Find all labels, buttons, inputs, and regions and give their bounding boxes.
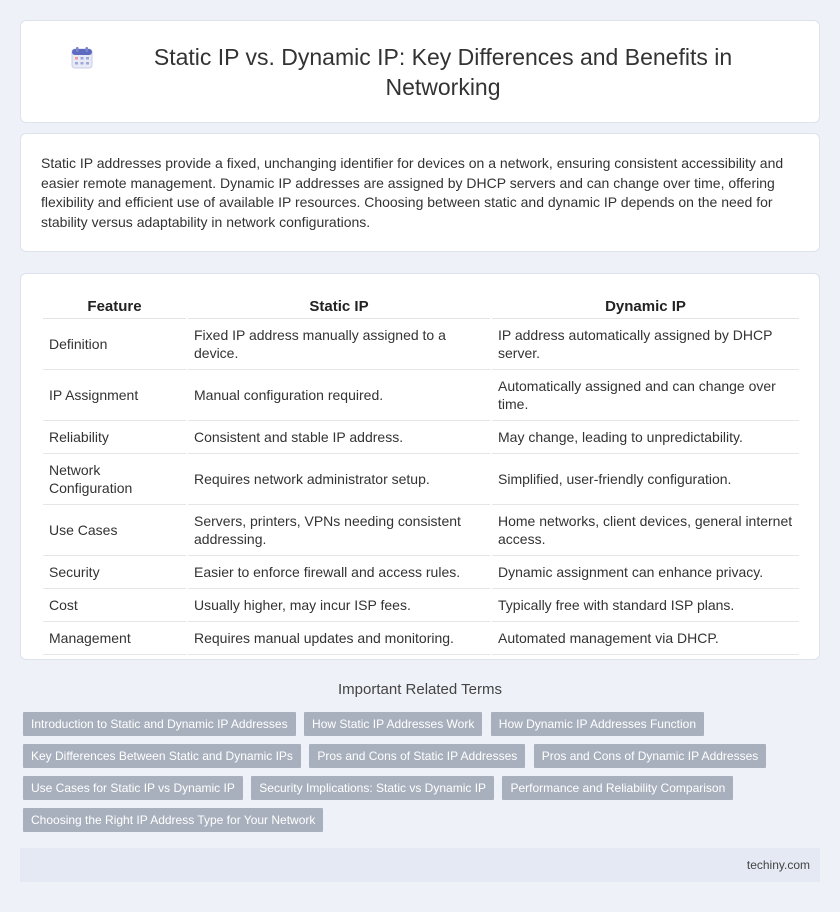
related-term-tag[interactable]: How Static IP Addresses Work — [304, 712, 482, 736]
dynamic-ip-cell: Home networks, client devices, general internet access. — [491, 505, 799, 556]
column-header-dynamic-ip: Dynamic IP — [491, 292, 799, 319]
dynamic-ip-cell: Automated management via DHCP. — [491, 622, 799, 655]
related-term-tag[interactable]: Use Cases for Static IP vs Dynamic IP — [23, 776, 243, 800]
related-term-tag[interactable]: Performance and Reliability Comparison — [502, 776, 733, 800]
related-term-tag[interactable]: Pros and Cons of Dynamic IP Addresses — [534, 744, 767, 768]
table-row — [43, 589, 799, 622]
static-ip-cell: Consistent and stable IP address. — [187, 421, 491, 454]
intro-card — [20, 133, 820, 252]
static-ip-cell: Fixed IP address manually assigned to a device. — [187, 319, 491, 370]
intro-text: Static IP addresses provide a fixed, unchanging identifier for devices on a network, ensuring consistent accessibility and easier remote management. Dynamic IP addresses are assigned by DHCP servers and can change over time, offering flexibility and efficient use of available IP resources. Choosing between static and dynamic IP depends on the need for stability versus adaptability in network configurations. — [41, 155, 784, 230]
related-terms-list — [23, 712, 823, 840]
static-ip-cell: Manual configuration required. — [187, 370, 491, 421]
related-term-tag[interactable]: Introduction to Static and Dynamic IP Addresses — [23, 712, 296, 736]
dynamic-ip-cell: Typically free with standard ISP plans. — [491, 589, 799, 622]
calendar-icon — [70, 46, 94, 70]
feature-cell: Network Configuration — [43, 454, 187, 505]
comparison-table — [43, 292, 799, 655]
footer-site-name: techiny.com — [746, 858, 810, 872]
page-title: Static IP vs. Dynamic IP: Key Differences and Benefits in Networking — [153, 43, 733, 100]
comparison-card — [20, 273, 820, 660]
related-term-tag[interactable]: How Dynamic IP Addresses Function — [491, 712, 704, 736]
feature-cell: Definition — [43, 319, 187, 370]
feature-cell: Security — [43, 556, 187, 589]
table-header-row — [43, 292, 799, 319]
table-row — [43, 505, 799, 556]
feature-cell: Cost — [43, 589, 187, 622]
table-row — [43, 370, 799, 421]
column-header-static-ip: Static IP — [187, 292, 491, 319]
related-term-tag[interactable]: Key Differences Between Static and Dynamic IPs — [23, 744, 301, 768]
static-ip-cell: Servers, printers, VPNs needing consistent addressing. — [187, 505, 491, 556]
related-term-tag[interactable]: Pros and Cons of Static IP Addresses — [309, 744, 525, 768]
static-ip-cell: Requires network administrator setup. — [187, 454, 491, 505]
related-term-tag[interactable]: Security Implications: Static vs Dynamic IP — [251, 776, 494, 800]
dynamic-ip-cell: Simplified, user-friendly configuration. — [491, 454, 799, 505]
table-row — [43, 556, 799, 589]
dynamic-ip-cell: IP address automatically assigned by DHCP server. — [491, 319, 799, 370]
dynamic-ip-cell: Automatically assigned and can change over time. — [491, 370, 799, 421]
static-ip-cell: Usually higher, may incur ISP fees. — [187, 589, 491, 622]
feature-cell: Use Cases — [43, 505, 187, 556]
static-ip-cell: Requires manual updates and monitoring. — [187, 622, 491, 655]
header-card — [20, 20, 820, 123]
table-row — [43, 622, 799, 655]
feature-cell: Reliability — [43, 421, 187, 454]
dynamic-ip-cell: Dynamic assignment can enhance privacy. — [491, 556, 799, 589]
feature-cell: IP Assignment — [43, 370, 187, 421]
table-row — [43, 454, 799, 505]
footer — [20, 848, 820, 882]
feature-cell: Management — [43, 622, 187, 655]
column-header-feature: Feature — [43, 292, 187, 319]
table-row — [43, 319, 799, 370]
related-term-tag[interactable]: Choosing the Right IP Address Type for Your Network — [23, 808, 323, 832]
dynamic-ip-cell: May change, leading to unpredictability. — [491, 421, 799, 454]
related-terms-title: Important Related Terms — [338, 681, 502, 698]
static-ip-cell: Easier to enforce firewall and access rules. — [187, 556, 491, 589]
table-row — [43, 421, 799, 454]
